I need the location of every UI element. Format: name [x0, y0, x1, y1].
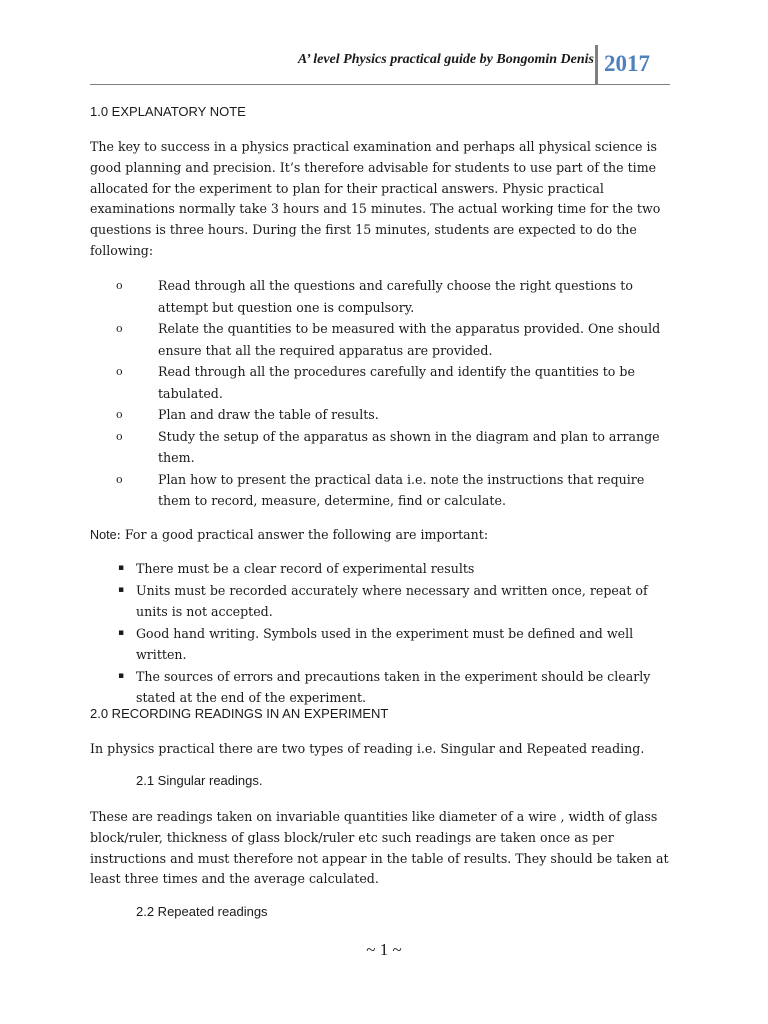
section-1-heading: 1.0 EXPLANATORY NOTE — [90, 104, 246, 119]
circle-bullet-icon: o — [116, 408, 123, 421]
section-2-heading: 2.0 RECORDING READINGS IN AN EXPERIMENT — [90, 706, 389, 721]
header-year: 2017 — [604, 51, 650, 76]
header-title: A’ level Physics practical guide by Bongomin Denis — [297, 52, 594, 67]
header-rule — [90, 84, 670, 85]
square-bullet-icon: ▪ — [118, 670, 125, 681]
note-label: Note — [90, 528, 117, 542]
list-item — [116, 426, 680, 469]
section-2-1-paragraph: These are readings taken on invariable quantities like diameter of a wire , width of glass block/ruler, thickness of glass block/ruler etc such readings are taken once as per instructions and must therefore not appear in the table of results. They should be taken at least three times and the average calculated. — [90, 809, 669, 887]
list-item-text: Study the setup of the apparatus as shown in the diagram and plan to arrange them. — [158, 428, 660, 465]
list-item — [116, 318, 680, 361]
header-divider — [595, 45, 598, 85]
page-number: ~ 1 ~ — [366, 940, 402, 959]
list-item-text: There must be a clear record of experimental results — [136, 561, 475, 576]
list-item-text: Relate the quantities to be measured with the apparatus provided. One should ensure that all the required apparatus are provided. — [158, 321, 661, 358]
list-item — [116, 361, 680, 404]
list-item — [116, 275, 680, 318]
list-item — [118, 623, 676, 666]
section-1-paragraph: The key to success in a physics practical examination and perhaps all physical science is good planning and precision. It’s therefore advisable for students to use part of the time allocated for the experiment to plan for their practical answers. Physic practical examinations normally take 3 hours and 15 minutes. The actual working time for the two questions is three hours. During the first 15 minutes, students are expected to do the following: — [90, 139, 661, 258]
square-bullet-icon: ▪ — [118, 584, 125, 595]
list-item-text: Plan and draw the table of results. — [158, 407, 379, 422]
section-2-2-heading: 2.2 Repeated readings — [136, 904, 268, 919]
note-text: : For a good practical answer the following are important: — [116, 527, 489, 542]
section-2-1-heading: 2.1 Singular readings. — [136, 773, 263, 788]
square-bullet-icon: ▪ — [118, 627, 125, 638]
circle-bullet-icon: o — [116, 322, 123, 335]
list-item — [116, 469, 680, 512]
planning-steps-list — [116, 275, 680, 512]
list-item-text: Good hand writing. Symbols used in the experiment must be defined and well written. — [136, 625, 634, 662]
list-item-text: Plan how to present the practical data i.e. note the instructions that require them to record, measure, determine, find or calculate. — [158, 471, 645, 508]
circle-bullet-icon: o — [116, 472, 123, 486]
circle-bullet-icon: o — [116, 365, 123, 378]
square-bullet-icon: ▪ — [118, 563, 125, 573]
important-points-list — [118, 558, 676, 709]
list-item — [116, 404, 680, 426]
circle-bullet-icon: o — [116, 279, 123, 292]
circle-bullet-icon: o — [116, 429, 123, 443]
section-2-paragraph: In physics practical there are two types of reading i.e. Singular and Repeated reading. — [90, 741, 645, 756]
list-item — [118, 666, 676, 709]
list-item-text: The sources of errors and precautions taken in the experiment should be clearly stated at the end of the experiment. — [136, 668, 651, 705]
list-item-text: Read through all the questions and carefully choose the right questions to attempt but question one is compulsory. — [158, 278, 633, 315]
list-item-text: Read through all the procedures carefully and identify the quantities to be tabulated. — [158, 364, 635, 401]
note-paragraph — [90, 525, 680, 546]
list-item — [118, 580, 676, 623]
page-header — [90, 45, 670, 85]
list-item — [118, 558, 676, 580]
list-item-text: Units must be recorded accurately where necessary and written once, repeat of units is not accepted. — [136, 582, 648, 619]
